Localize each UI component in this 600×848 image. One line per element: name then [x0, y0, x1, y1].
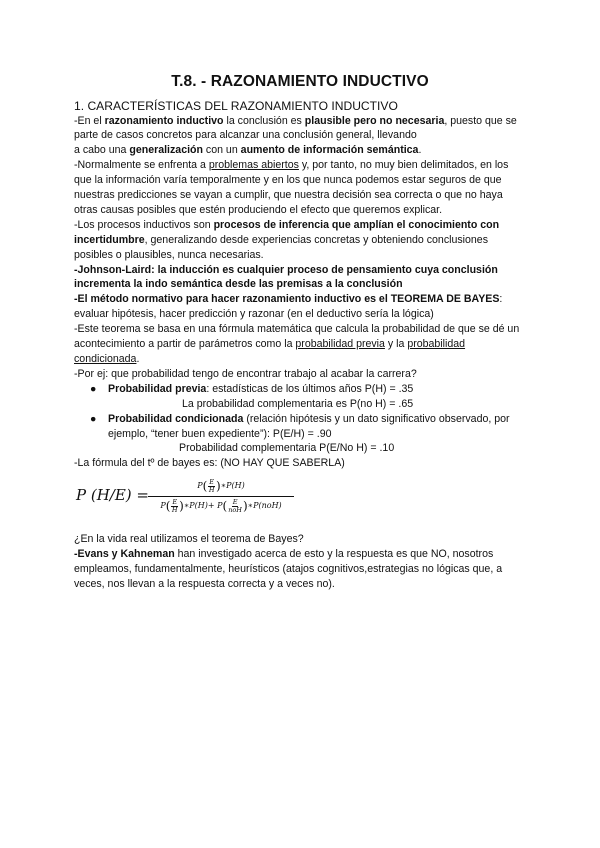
text: . [136, 353, 140, 365]
text: E [232, 498, 238, 507]
text: la conclusión es [223, 114, 305, 127]
document-body [74, 99, 526, 592]
text: y, por tanto, no muy bien delimitados, en los que la información varía temporalmente y en los que nunca podemos estar seguros de que nuestras predicciones se vayan a cumplir, que nuestra decisión sea correcta o que no haya otras causas posibles que estén produciendo el efecto que queremos explicar. [74, 159, 509, 216]
text: H [208, 486, 215, 495]
formula-fraction [148, 477, 294, 516]
text: H [171, 506, 178, 515]
text: : estadísticas de los últimos años P(H) = .35 [206, 382, 414, 395]
text: P [160, 501, 166, 511]
paragraph-bayes-method [74, 292, 526, 322]
inline-fraction [171, 499, 178, 514]
text: han investigado acerca de esto y la respuesta es que NO, nosotros empleamos, fundamentalmente, heurísticos (atajos cognitivos,estrategias no lógicas que, a veces, nos llevan a la respuesta correcta y a veces no). [74, 548, 503, 590]
bold-text: razonamiento inductivo [104, 114, 224, 127]
section-heading: 1. CARACTERÍSTICAS DEL RAZONAMIENTO INDUCTIVO [74, 99, 398, 113]
paren: ( [222, 499, 228, 514]
formula-numerator [148, 477, 294, 496]
list-item [74, 382, 526, 412]
paragraph-formula-intro: -La fórmula del tº de bayes es: (NO HAY QUE SABERLA) [74, 457, 345, 470]
paragraph-inductive-reasoning [74, 114, 526, 159]
bold-text: Probabilidad condicionada [108, 412, 244, 425]
bold-text: -Evans y Kahneman [74, 548, 175, 561]
text: -Los procesos inductivos son [74, 218, 214, 231]
bold-text: generalización [129, 144, 203, 157]
bold-text: procesos de inferencia que amplían el conocimiento con incertidumbre [74, 218, 500, 246]
paragraph-johnson-laird [74, 263, 526, 293]
text: E [209, 478, 215, 487]
text: , generalizando desde experiencias concretas y obteniendo conclusiones posibles o plausibles, nunca necesarias. [74, 233, 488, 261]
paren: ( [202, 479, 208, 494]
text: (relación hipótesis y un dato significativo observado, por ejemplo, “tener buen expediente”): P(E/H) = .90 [108, 412, 510, 440]
list-item [74, 412, 526, 457]
paren: ) [179, 499, 184, 514]
text: ∗P(H)+ P [183, 501, 223, 511]
paragraph-inference [74, 218, 526, 263]
paragraph-open-problems [74, 158, 526, 218]
text: con un [202, 144, 241, 157]
underlined-text: probabilidad previa [295, 338, 385, 351]
bold-text: plausible pero no necesaria [304, 114, 445, 127]
text: P [197, 481, 203, 491]
text: ∗P(noH) [247, 501, 282, 511]
text: E [172, 498, 178, 507]
bayes-formula [74, 477, 526, 528]
paragraph-question: ¿En la vida real utilizamos el teorema de Bayes? [74, 533, 304, 546]
text: noH [228, 506, 242, 515]
bullet-icon: ● [90, 382, 97, 395]
formula-lhs: P (H/E) = [76, 486, 149, 505]
inline-fraction [208, 479, 215, 494]
bold-text: Probabilidad previa [108, 382, 207, 395]
paren: ( [165, 499, 171, 514]
text: . [418, 144, 422, 157]
underlined-text: problemas abiertos [208, 159, 299, 172]
bullet-icon: ● [90, 412, 97, 425]
bullet-list [74, 382, 526, 457]
inline-fraction [228, 499, 242, 514]
paragraph-theorem [74, 322, 526, 367]
paren: ) [216, 479, 221, 494]
paragraph-example: -Por ej: que probabilidad tengo de encontrar trabajo al acabar la carrera? [74, 367, 417, 380]
text: a cabo una [74, 144, 130, 157]
text: , puesto que se parte de casos concretos para alcanzar una conclusión general, llevando [74, 114, 517, 142]
text: ∗P(H) [220, 481, 245, 491]
formula-denominator [148, 497, 294, 516]
bold-text: -El método normativo para hacer razonamiento inductivo es el TEOREMA DE BAYES [74, 293, 500, 306]
text: -Normalmente se enfrenta a [74, 159, 209, 172]
text: -En el [74, 114, 105, 127]
paren: ) [242, 499, 248, 514]
bold-text: aumento de información semántica [240, 144, 419, 157]
page-title: T.8. - RAZONAMIENTO INDUCTIVO [171, 73, 429, 90]
sub-line: La probabilidad complementaria es P(no H) = .65 [182, 397, 414, 410]
bold-text: -Johnson-Laird: la inducción es cualquier proceso de pensamiento cuya conclusión incrementa la indo semántica desde las premisas a la conclusión [74, 263, 498, 291]
text: -Este teorema se basa en una fórmula matemática que calcula la probabilidad de que se dé un acontecimiento a partir de parámetros como la [74, 323, 520, 351]
underlined-text: probabilidad condicionada [74, 338, 466, 365]
paragraph-evans-kahneman [74, 547, 526, 592]
text: y la [384, 338, 408, 351]
text: : evaluar hipótesis, hacer predicción y razonar (en el deductivo sería la lógica) [74, 293, 503, 321]
sub-line: Probabilidad complementaria P(E/No H) = .10 [179, 442, 395, 455]
